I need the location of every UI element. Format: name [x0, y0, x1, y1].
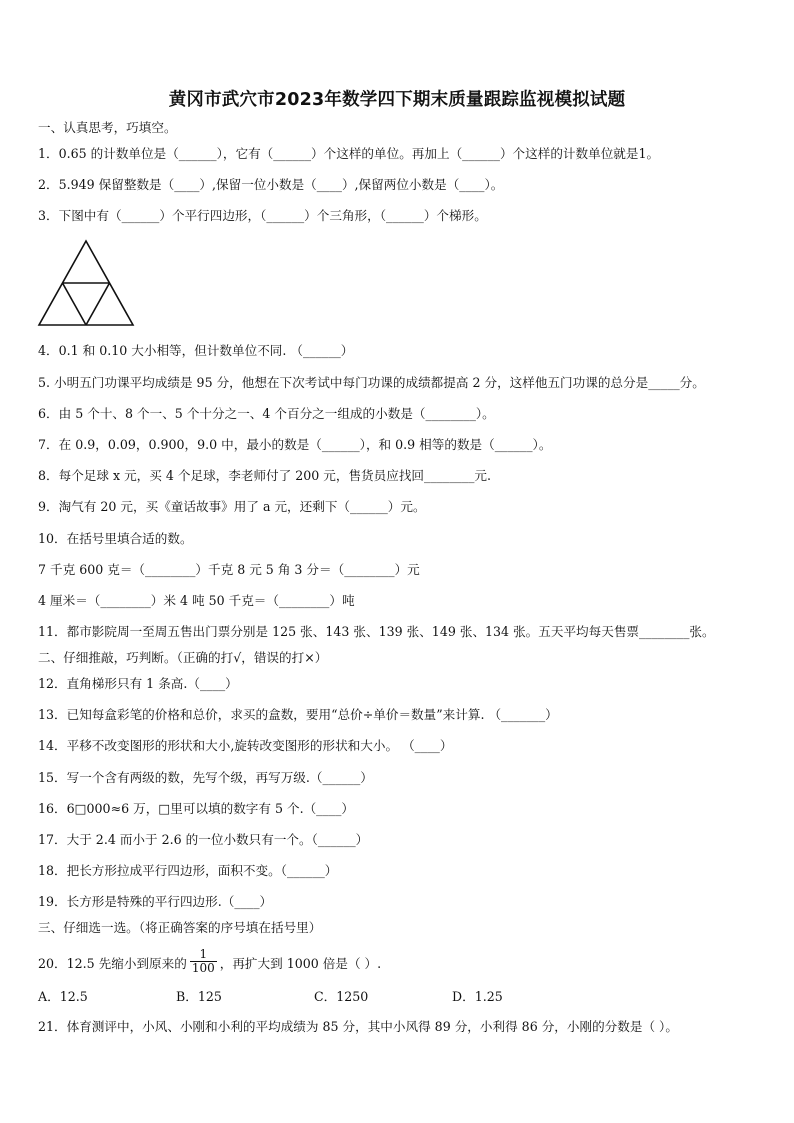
- option-d: D．1.25: [452, 989, 503, 1004]
- question-6: 6．由 5 个十、8 个一、5 个十分之一、4 个百分之一组成的小数是（________）。: [38, 406, 495, 421]
- question-7: 7．在 0.9，0.09，0.900，9.0 中，最小的数是（______），和 0.9 相等的数是（______）。: [38, 437, 552, 452]
- question-10-row-a: 7 千克 600 克＝（________）千克 8 元 5 角 3 分＝（________）元: [38, 562, 420, 577]
- question-11: 11．都市影院周一至周五售出门票分别是 125 张、143 张、139 张、149 张、134 张。五天平均每天售票________张。: [38, 624, 715, 639]
- question-8: 8．每个足球 x 元，买 4 个足球，李老师付了 200 元，售货员应找回________元.: [38, 468, 491, 483]
- question-5: 5. 小明五门功课平均成绩是 95 分，他想在下次考试中每门功课的成绩都提高 2 分，这样他五门功课的总分是_____分。: [38, 375, 705, 390]
- option-b: B．125: [176, 989, 222, 1004]
- option-c: C．1250: [314, 989, 369, 1004]
- fraction-denominator: 100: [191, 961, 215, 975]
- triangle-figure: [36, 238, 136, 332]
- question-10-row-b: 4 厘米＝（________）米 4 吨 50 千克＝（________）吨: [38, 593, 355, 608]
- question-3: 3．下图中有（______）个平行四边形，（______）个三角形，（______）个梯形。: [38, 208, 487, 223]
- section-heading-2: 二、仔细推敲，巧判断。（正确的打√，错误的打×）: [38, 650, 328, 665]
- question-13: 13．已知每盒彩笔的价格和总价，求买的盒数，要用“总价÷单价＝数量”来计算. （_______）: [38, 707, 558, 722]
- question-21: 21．体育测评中，小风、小刚和小利的平均成绩为 85 分，其中小风得 89 分，小利得 86 分，小刚的分数是（ ）。: [38, 1019, 678, 1034]
- question-20-prefix: 20．12.5 先缩小到原来的: [38, 956, 187, 971]
- section-heading-1: 一、认真思考，巧填空。: [38, 120, 177, 135]
- question-17: 17．大于 2.4 而小于 2.6 的一位小数只有一个。（______）: [38, 832, 369, 847]
- fraction-one-hundredth: [190, 948, 217, 975]
- fraction-numerator: 1: [190, 948, 217, 962]
- question-16: 16．6□000≈6 万，□里可以填的数字有 5 个.（____）: [38, 801, 354, 816]
- question-10: 10．在括号里填合适的数。: [38, 531, 193, 546]
- question-20-suffix: ，再扩大到 1000 倍是（ ）.: [219, 956, 382, 971]
- section-heading-3: 三、仔细选一选。（将正确答案的序号填在括号里）: [38, 920, 322, 935]
- question-15: 15．写一个含有两级的数，先写个级，再写万级.（______）: [38, 770, 373, 785]
- page-title: 黄冈市武穴市2023年数学四下期末质量跟踪监视模拟试题: [168, 90, 626, 110]
- question-12: 12．直角梯形只有 1 条高.（____）: [38, 676, 238, 691]
- question-1: 1．0.65 的计数单位是（______），它有（______）个这样的单位。再加上（______）个这样的计数单位就是1。: [38, 146, 660, 161]
- question-20: [38, 947, 768, 978]
- option-a: A．12.5: [38, 989, 88, 1004]
- question-14: 14．平移不改变图形的形状和大小,旋转改变图形的形状和大小。 （____）: [38, 738, 453, 753]
- question-18: 18．把长方形拉成平行四边形，面积不变。（______）: [38, 863, 338, 878]
- question-19: 19．长方形是特殊的平行四边形.（____）: [38, 894, 273, 909]
- question-9: 9．淘气有 20 元，买《童话故事》用了 a 元，还剩下（______）元。: [38, 499, 426, 514]
- question-4: 4．0.1 和 0.10 大小相等，但计数单位不同. （______）: [38, 343, 354, 358]
- question-2: 2．5.949 保留整数是（____）,保留一位小数是（____）,保留两位小数是（____）。: [38, 177, 504, 192]
